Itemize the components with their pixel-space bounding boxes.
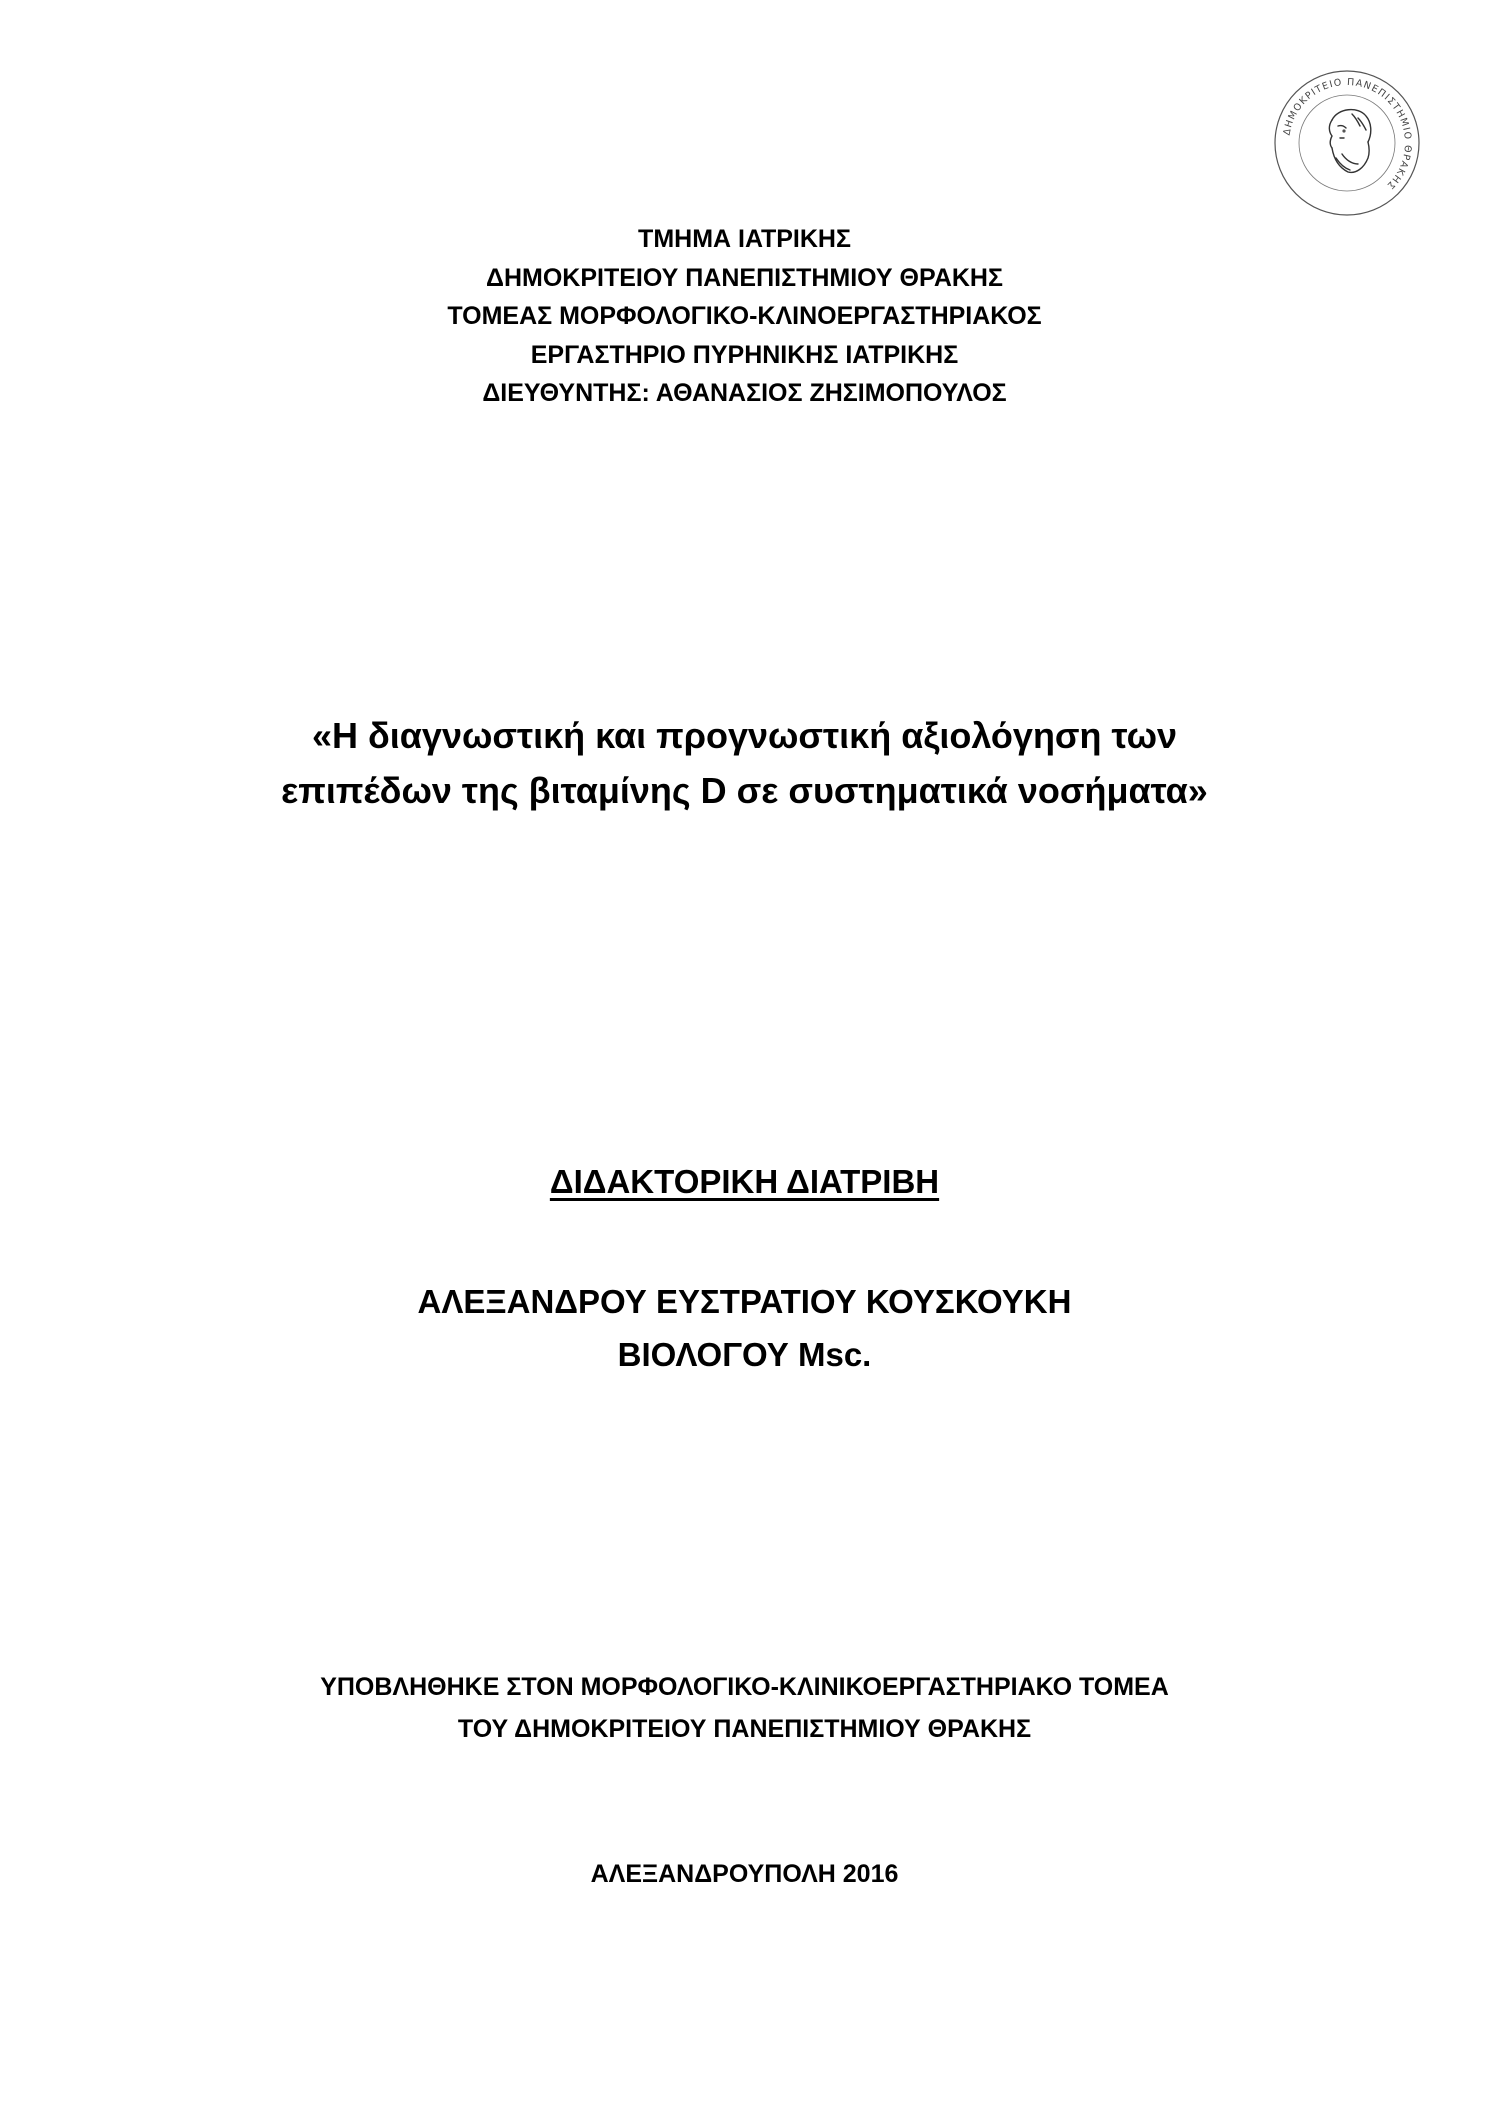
author-block: [0, 1275, 1489, 1381]
thesis-title: [0, 708, 1489, 818]
submission-line-1: ΥΠΟΒΛΗΘΗΚΕ ΣΤΟΝ ΜΟΡΦΟΛΟΓΙΚΟ-ΚΛΙΝΙΚΟΕΡΓΑΣΤΗΡΙΑΚΟ ΤΟΜΕΑ: [320, 1673, 1169, 1701]
institution-header: [0, 220, 1489, 413]
header-department: ΤΜΗΜΑ ΙΑΤΡΙΚΗΣ: [638, 225, 851, 253]
thesis-type-heading: ΔΙΔΑΚΤΟΡΙΚΗ ΔΙΑΤΡΙΒΗ: [549, 1163, 940, 1200]
header-director: ΔΙΕΥΘΥΝΤΗΣ: ΑΘΑΝΑΣΙΟΣ ΖΗΣΙΜΟΠΟΥΛΟΣ: [482, 379, 1007, 407]
header-university: ΔΗΜΟΚΡΙΤΕΙΟΥ ΠΑΝΕΠΙΣΤΗΜΙΟΥ ΘΡΑΚΗΣ: [486, 263, 1003, 292]
author-name: ΑΛΕΞΑΝΔΡΟΥ ΕΥΣΤΡΑΤΙΟΥ ΚΟΥΣΚΟΥΚΗ: [417, 1283, 1072, 1320]
author-degree: ΒΙΟΛΟΓΟΥ Msc.: [617, 1336, 872, 1373]
header-laboratory: ΕΡΓΑΣΤΗΡΙΟ ΠΥΡΗΝΙΚΗΣ ΙΑΤΡΙΚΗΣ: [530, 340, 959, 369]
thesis-title-line-2: επιπέδων της βιταμίνης D σε συστηματικά νοσήματα»: [281, 770, 1208, 811]
svg-text:ΔΗΜΟΚΡΙΤΕΙΟ ΠΑΝΕΠΙΣΤΗΜΙΟ ΘΡΑΚΗ: ΔΗΜΟΚΡΙΤΕΙΟ ΠΑΝΕΠΙΣΤΗΜΙΟ ΘΡΑΚΗΣ: [1281, 76, 1414, 192]
university-seal-logo: [1272, 68, 1422, 218]
thesis-title-line-1: «Η διαγνωστική και προγνωστική αξιολόγηση των: [311, 715, 1178, 756]
header-sector: ΤΟΜΕΑΣ ΜΟΡΦΟΛΟΓΙΚΟ-ΚΛΙΝΟΕΡΓΑΣΤΗΡΙΑΚΟΣ: [447, 302, 1042, 330]
submission-line-2: ΤΟΥ ΔΗΜΟΚΡΙΤΕΙΟΥ ΠΑΝΕΠΙΣΤΗΜΙΟΥ ΘΡΑΚΗΣ: [457, 1715, 1032, 1743]
submission-statement: [0, 1666, 1489, 1750]
place-and-year: ΑΛΕΞΑΝΔΡΟΥΠΟΛΗ 2016: [590, 1860, 899, 1888]
